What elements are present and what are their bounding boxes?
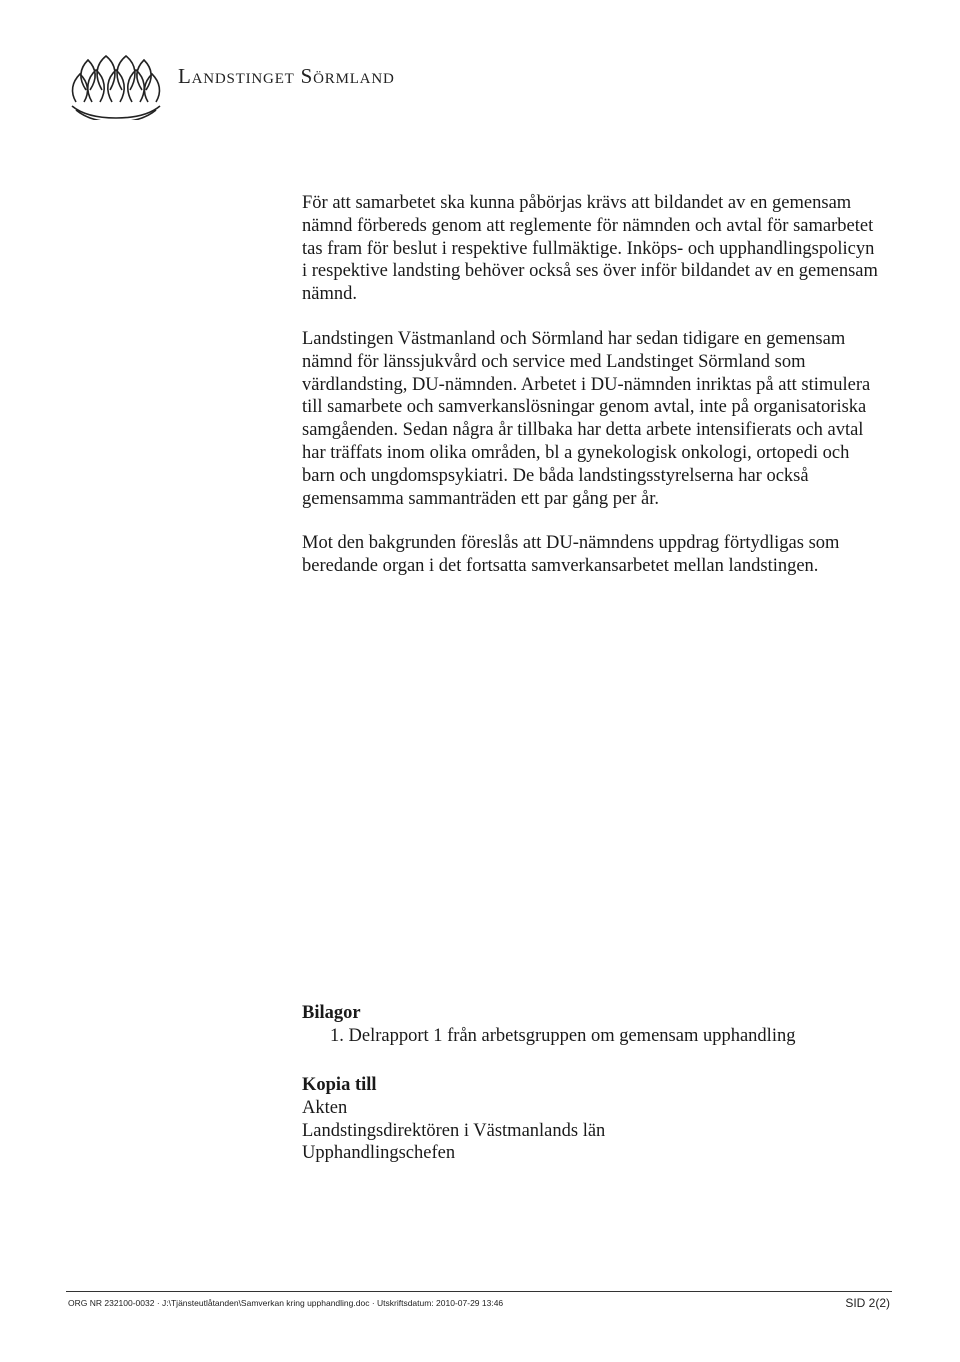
paragraph: Mot den bakgrunden föreslås att DU-nämndens uppdrag förtydligas som beredande organ i det fortsatta samverkansarbetet mellan landstingen. <box>302 533 840 577</box>
letter-body <box>302 192 882 600</box>
attachment-item: 1. Delrapport 1 från arbetsgruppen om gemensam upphandling <box>330 1025 796 1046</box>
attachments-section <box>302 1002 902 1048</box>
copies-heading: Kopia till <box>302 1075 377 1095</box>
crown-flower-logo-icon <box>68 50 164 120</box>
footer-document-info: ORG NR 232100-0032 · J:\Tjänsteutlåtanden\Samverkan kring upphandling.doc · Utskriftsdatum: 2010-07-29 13:46 <box>68 1298 504 1308</box>
copies-section <box>302 1074 902 1165</box>
copy-recipient: Akten <box>302 1097 348 1118</box>
paragraph: För att samarbetet ska kunna påbörjas krävs att bildandet av en gemensam nämnd förbereds genom att reglemente för nämnden och avtal för samarbetet tas fram för beslut i respektive fullmäktige. Inköps- och upphandlingspolicyn i respektive landsting behöver också ses över inför bildandet av en gemensam nämnd. <box>302 193 878 305</box>
copy-recipient: Upphandlingschefen <box>302 1143 456 1164</box>
page-number: SID 2(2) <box>845 1296 890 1310</box>
copy-recipient: Landstingsdirektören i Västmanlands län <box>302 1120 606 1141</box>
organization-name: Landstinget Sörmland <box>178 64 395 88</box>
paragraph: Landstingen Västmanland och Sörmland har sedan tidigare en gemensam nämnd för länssjukvård och service med Landstinget Sörmland som värdlandsting, DU-nämnden. Arbetet i DU-nämnden inriktas på att stimulera till samarbete och samverkanslösningar genom avtal, inte på organisatoriska samgåenden. Sedan några år tillbaka har detta arbete intensifierats och avtal har träffats inom olika områden, bl a gynekologisk onkologi, ortopedi och barn och ungdomspsykiatri. De båda landstingsstyrelserna har också gemensamma sammanträden ett par gång per år. <box>302 328 871 509</box>
footer-divider <box>66 1291 892 1292</box>
attachments-heading: Bilagor <box>302 1003 361 1023</box>
